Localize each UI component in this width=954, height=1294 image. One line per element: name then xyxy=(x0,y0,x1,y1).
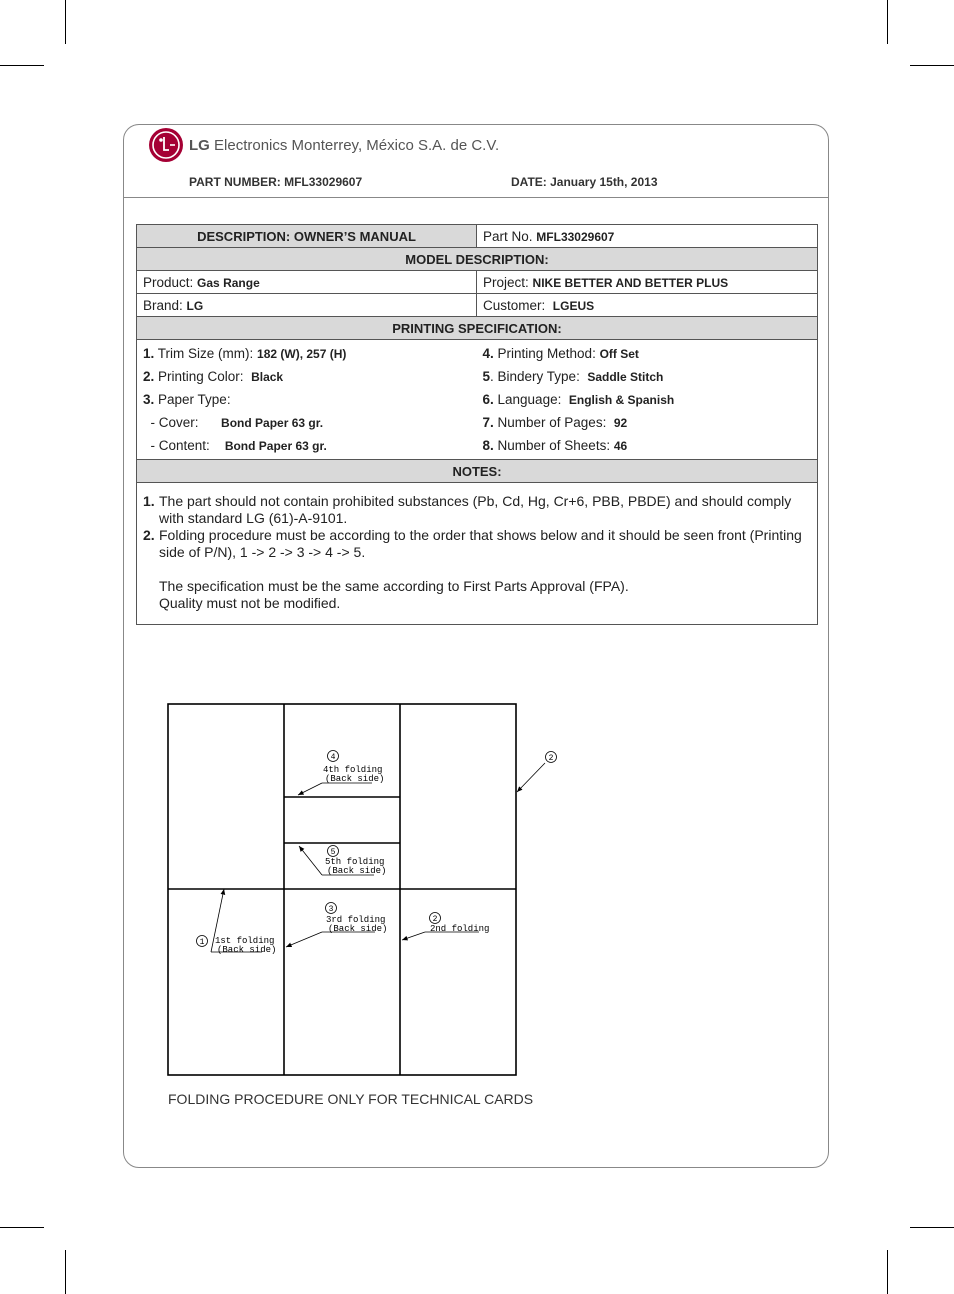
spec-value: Bond Paper 63 gr. xyxy=(221,416,324,430)
note-extra: The specification must be the same according to First Parts Approval (FPA). xyxy=(159,578,629,594)
note-extra: Quality must not be modified. xyxy=(159,595,341,611)
spec-label: Number of Pages: xyxy=(493,415,607,430)
company-rest: Electronics Monterrey, México S.A. de C.V. xyxy=(209,137,500,154)
spec-num: 4. xyxy=(482,346,494,361)
fold-label: (Back side) xyxy=(325,774,385,784)
printing-heading: PRINTING SPECIFICATION: xyxy=(137,317,818,340)
model-heading: MODEL DESCRIPTION: xyxy=(137,248,818,271)
spec-value: Bond Paper 63 gr. xyxy=(224,439,327,453)
note-text: The part should not contain prohibited substances (Pb, Cd, Hg, Cr+6, PBB, PBDE) and should comply with standard LG (61)-A-9101. xyxy=(159,493,792,526)
fold-number: 2 xyxy=(548,754,554,763)
spec-value: Saddle Stitch xyxy=(587,370,664,384)
spec-label: Paper Type: xyxy=(154,392,231,407)
fold-number: 1 xyxy=(199,938,205,947)
spec-num: 7. xyxy=(482,415,494,430)
spec-num: 1. xyxy=(143,346,155,361)
spec-label: Language: xyxy=(493,392,562,407)
fold-number: 5 xyxy=(330,848,336,857)
notes-heading: NOTES: xyxy=(137,460,818,483)
spec-value: 92 xyxy=(613,416,628,430)
customer-value: LGEUS xyxy=(552,298,595,313)
customer-label: Customer: xyxy=(483,297,546,313)
spec-value: 182 (W), 257 (H) xyxy=(257,347,347,361)
note-num: 1. xyxy=(143,493,155,509)
spec-label: Printing Method: xyxy=(493,346,596,361)
part-number: PART NUMBER: MFL33029607 xyxy=(189,175,363,189)
fold-label: 3rd folding xyxy=(326,915,386,925)
spec-label: Printing Color: xyxy=(154,369,244,384)
note-text: Folding procedure must be according to the order that shows below and it should be seen front (Printing side of P/N), 1 -> 2 -> 3 -> 4 -> 5. xyxy=(159,527,802,560)
spec-value: English & Spanish xyxy=(568,393,675,407)
fold-label: 2nd folding xyxy=(430,924,490,934)
spec-label: - Content: xyxy=(146,438,210,453)
fold-label: 5th folding xyxy=(325,857,385,867)
spec-label: Number of Sheets: xyxy=(493,438,611,453)
company-brand: LG xyxy=(189,137,210,154)
part-no-value: MFL33029607 xyxy=(536,229,615,244)
brand-label: Brand: xyxy=(143,297,183,313)
document-date: DATE: January 15th, 2013 xyxy=(511,175,658,189)
fold-label: (Back side) xyxy=(327,866,387,876)
brand-value: LG xyxy=(186,298,204,313)
project-value: NIKE BETTER AND BETTER PLUS xyxy=(532,275,729,290)
fold-label: (Back side) xyxy=(217,945,277,955)
fold-number: 3 xyxy=(328,905,334,914)
spec-num: 2. xyxy=(143,369,155,384)
spec-num: 5 xyxy=(482,369,491,384)
diagram-caption: FOLDING PROCEDURE ONLY FOR TECHNICAL CARDS xyxy=(168,1091,534,1107)
project-label: Project: xyxy=(483,274,529,290)
part-no-label: Part No. xyxy=(483,228,533,244)
spec-value: Black xyxy=(251,370,284,384)
fold-label: 1st folding xyxy=(215,936,275,946)
spec-num: 6. xyxy=(482,392,494,407)
fold-label: 4th folding xyxy=(323,765,383,775)
fold-number: 2 xyxy=(432,915,438,924)
note-num: 2. xyxy=(143,527,155,543)
spec-label: Trim Size (mm): xyxy=(154,346,254,361)
spec-label: - Cover: xyxy=(146,415,199,430)
spec-value: 46 xyxy=(613,439,628,453)
spec-label: . Bindery Type: xyxy=(490,369,580,384)
fold-number: 4 xyxy=(330,753,336,762)
product-value: Gas Range xyxy=(197,275,260,290)
spec-num: 3. xyxy=(143,392,155,407)
spec-num: 8. xyxy=(482,438,494,453)
fold-label: (Back side) xyxy=(328,924,388,934)
product-label: Product: xyxy=(143,274,194,290)
spec-value: Off Set xyxy=(599,347,639,361)
description-cell: DESCRIPTION: OWNER’S MANUAL xyxy=(137,225,477,248)
